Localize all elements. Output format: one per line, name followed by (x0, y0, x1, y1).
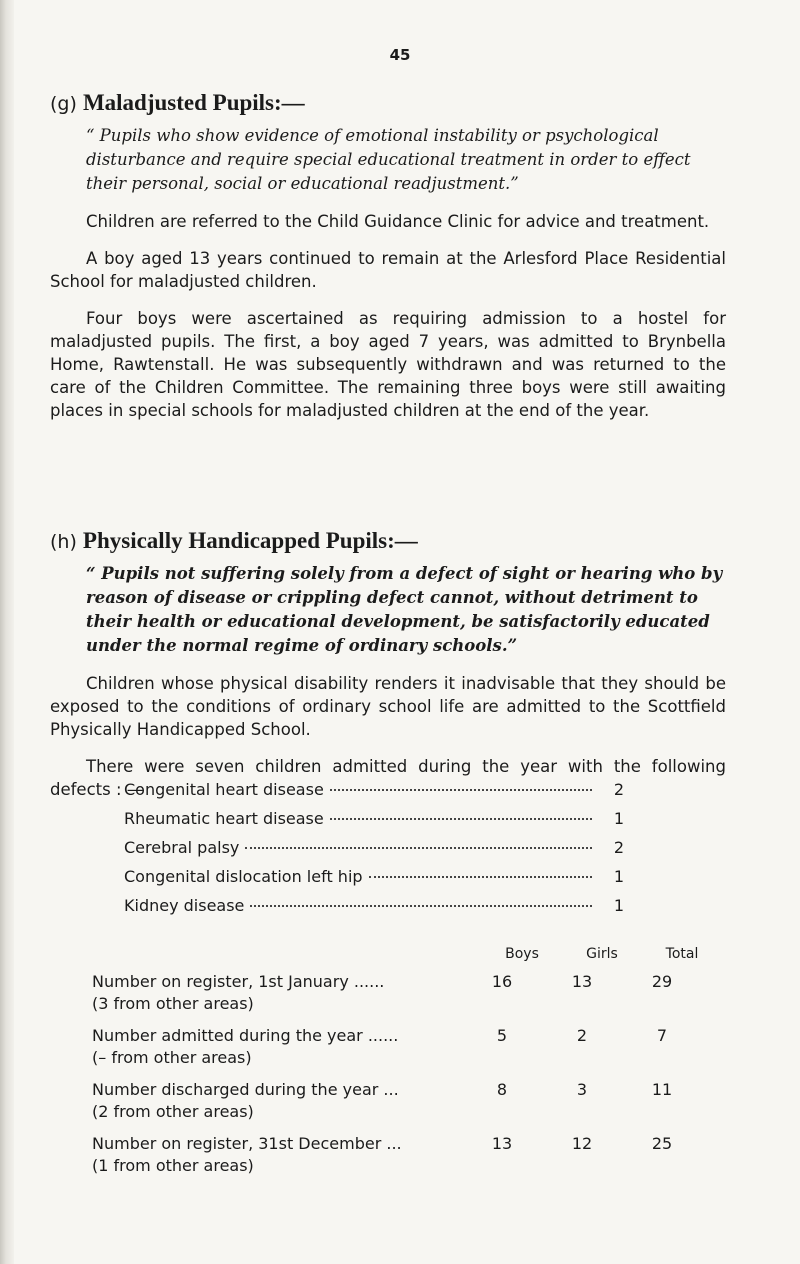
table-row (92, 972, 732, 1016)
row-sublabel: (3 from other areas) (92, 994, 254, 1013)
row-label: Number on register, 31st December ... (92, 1134, 402, 1153)
section-label: (h) (50, 531, 77, 553)
paragraph: A boy aged 13 years continued to remain at the Arlesford Place Residential School for maladjusted children. (50, 249, 726, 291)
paragraph: Four boys were ascertained as requiring admission to a hostel for maladjusted pupils. The first, a boy aged 7 years, was admitted to Brynbella Home, Rawtenstall. He was subsequently withdrawn and was returned to the care of the Children Committee. The remaining three boys were still awaiting places in special schools for maladjusted children at the end of the year. (50, 309, 726, 420)
girls-value: 13 (571, 972, 593, 991)
row-label: Number on register, 1st January ...... (92, 972, 385, 991)
definition-quote: “ Pupils who show evidence of emotional instability or psychological disturbance and require special educational treatment in order to effect their personal, social or educational readjustment.” (86, 126, 691, 193)
table-row (92, 1026, 732, 1070)
page-number: 45 (389, 46, 411, 64)
section-maladjusted-pupils (50, 90, 726, 422)
girls-value: 12 (571, 1134, 593, 1153)
defect-count: 2 (613, 780, 624, 799)
dot-leader (330, 789, 592, 791)
total-value: 11 (651, 1080, 673, 1099)
defect-name: Congenital heart disease (124, 780, 324, 799)
total-value: 7 (656, 1026, 668, 1045)
boys-value: 16 (491, 972, 513, 991)
register-statistics-table (92, 932, 732, 1178)
dot-leader (369, 876, 592, 878)
row-sublabel: (– from other areas) (92, 1048, 252, 1067)
defect-row (124, 809, 624, 838)
defect-name: Kidney disease (124, 896, 245, 915)
dot-leader (245, 847, 592, 849)
dot-leader (250, 905, 592, 907)
table-header (92, 932, 732, 962)
row-sublabel: (1 from other areas) (92, 1156, 254, 1175)
row-label: Number discharged during the year ... (92, 1080, 399, 1099)
row-sublabel: (2 from other areas) (92, 1102, 254, 1121)
defects-list (124, 780, 624, 925)
dot-leader (330, 818, 592, 820)
column-header-girls: Girls (586, 946, 618, 962)
page-edge-shadow (0, 0, 14, 1264)
defect-count: 2 (613, 838, 624, 857)
table-row (92, 1134, 732, 1178)
paragraph: Children are referred to the Child Guidance Clinic for advice and treatment. (86, 212, 710, 231)
girls-value: 2 (576, 1026, 588, 1045)
girls-value: 3 (576, 1080, 588, 1099)
defect-count: 1 (613, 867, 624, 886)
defect-row (124, 867, 624, 896)
total-value: 25 (651, 1134, 673, 1153)
paragraph: There were seven children admitted during the year with the following defects : — (50, 757, 726, 799)
defect-row (124, 896, 624, 925)
section-heading (50, 528, 726, 554)
defect-name: Congenital dislocation left hip (124, 867, 363, 886)
section-title: Maladjusted Pupils:— (82, 90, 305, 115)
defect-count: 1 (613, 809, 624, 828)
section-title: Physically Handicapped Pupils:— (82, 528, 418, 553)
boys-value: 8 (496, 1080, 508, 1099)
table-row (92, 1080, 732, 1124)
defect-row (124, 780, 624, 809)
definition-quote: “ Pupils not suffering solely from a defect of sight or hearing who by reason of disease or crippling defect cannot, without detriment to their health or educational development, be satisfactorily educated under the normal regime of ordinary schools.” (86, 564, 723, 655)
section-label: (g) (50, 93, 77, 115)
defect-name: Rheumatic heart disease (124, 809, 324, 828)
defect-name: Cerebral palsy (124, 838, 240, 857)
column-header-boys: Boys (505, 946, 539, 962)
paragraph: Children whose physical disability renders it inadvisable that they should be exposed to the conditions of ordinary school life are admitted to the Scottfield Physically Handicapped School. (50, 674, 726, 739)
column-header-total: Total (665, 946, 699, 962)
boys-value: 13 (491, 1134, 513, 1153)
section-heading (50, 90, 726, 116)
section-physically-handicapped-pupils (50, 528, 726, 801)
defect-count: 1 (613, 896, 624, 915)
boys-value: 5 (496, 1026, 508, 1045)
row-label: Number admitted during the year ...... (92, 1026, 399, 1045)
total-value: 29 (651, 972, 673, 991)
defect-row (124, 838, 624, 867)
